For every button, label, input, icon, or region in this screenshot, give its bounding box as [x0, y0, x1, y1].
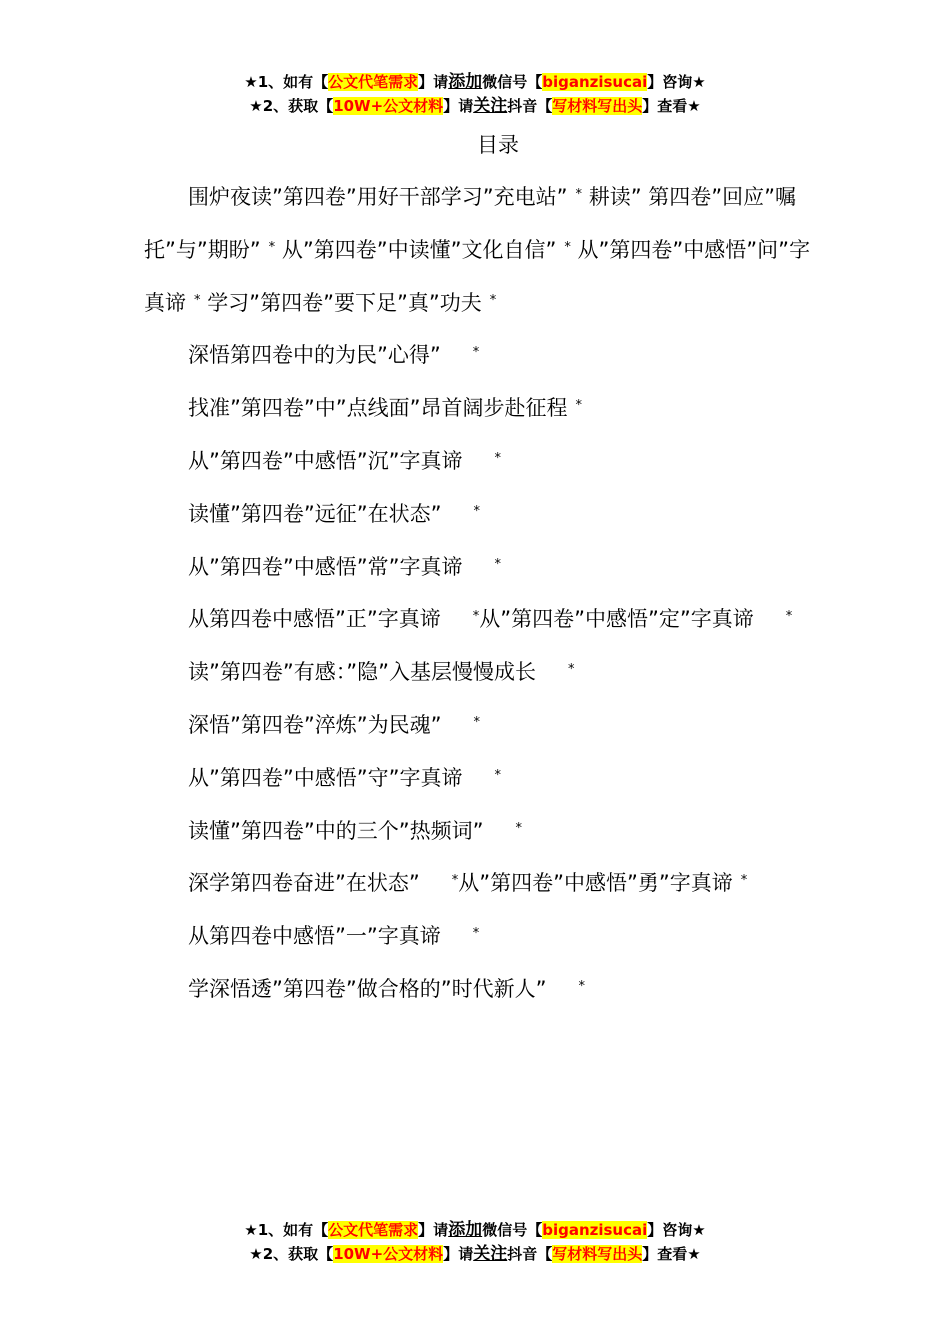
- banner-emphasis: 关注: [473, 96, 508, 116]
- banner-text: 抖音【: [507, 97, 553, 115]
- banner-line-2: [0, 94, 950, 118]
- toc-marker: *: [473, 503, 481, 519]
- highlight-douyin-id: 写材料写出头: [552, 1245, 643, 1263]
- table-of-contents: [144, 170, 812, 1015]
- banner-text: ★1、如有【: [244, 1221, 329, 1239]
- toc-entry[interactable]: 从”第四卷”中感悟”常”字真谛: [188, 554, 463, 579]
- highlight-service: 公文代笔需求: [328, 73, 419, 91]
- highlight-materials: 10W+公文材料: [333, 97, 444, 115]
- highlight-douyin-id: 写材料写出头: [552, 97, 643, 115]
- toc-entry[interactable]: 读懂”第四卷”中的三个”热频词”: [188, 818, 484, 843]
- banner-text: 】请: [418, 73, 449, 91]
- banner-line-2: [0, 1242, 950, 1266]
- toc-marker: *: [494, 556, 502, 572]
- banner-text: 】请: [443, 97, 474, 115]
- toc-marker: *: [740, 873, 748, 889]
- highlight-wechat-id: biganzisucai: [542, 1221, 648, 1239]
- toc-entry[interactable]: 从第四卷中感悟”正”字真谛: [188, 607, 441, 632]
- highlight-service: 公文代笔需求: [328, 1221, 419, 1239]
- banner-emphasis: 关注: [473, 1244, 508, 1264]
- toc-entry[interactable]: 从第四卷中感悟”一”字真谛: [188, 924, 441, 949]
- banner-emphasis: 添加: [448, 72, 483, 92]
- toc-paragraph: [144, 487, 812, 540]
- banner-text: 】请: [418, 1221, 449, 1239]
- toc-entry[interactable]: 从”第四卷”中感悟”勇”字真谛: [458, 871, 733, 896]
- toc-entry[interactable]: 读”第四卷”有感：”隐”入基层慢慢成长: [188, 660, 537, 685]
- toc-marker: *: [489, 292, 497, 308]
- toc-marker: *: [578, 978, 586, 994]
- banner-text: 】查看★: [642, 1245, 701, 1263]
- toc-marker: *: [564, 239, 571, 255]
- banner-text: 】咨询★: [647, 73, 706, 91]
- toc-marker: *: [451, 873, 459, 889]
- banner-text: ★2、获取【: [249, 1245, 334, 1263]
- toc-paragraph: [144, 751, 812, 804]
- toc-paragraph: [144, 698, 812, 751]
- highlight-wechat-id: biganzisucai: [542, 73, 648, 91]
- toc-marker: *: [575, 187, 583, 202]
- banner-text: 微信号【: [482, 73, 543, 91]
- page-title: 目录: [477, 133, 519, 157]
- banner-text: 】咨询★: [647, 1221, 706, 1239]
- toc-marker: *: [785, 609, 793, 625]
- toc-marker: *: [268, 239, 276, 255]
- banner-line-1: [0, 70, 950, 94]
- toc-marker: *: [568, 662, 575, 678]
- toc-marker: *: [473, 714, 481, 730]
- toc-entry[interactable]: 深悟第四卷中的为民”心得”: [188, 343, 441, 368]
- header-banner: [0, 70, 950, 118]
- toc-paragraph: [144, 804, 812, 857]
- footer-banner: [0, 1218, 950, 1266]
- toc-entry[interactable]: 学深悟透”第四卷”做合格的”时代新人”: [188, 976, 547, 1001]
- banner-text: ★1、如有【: [244, 73, 329, 91]
- toc-entry[interactable]: 读懂”第四卷”远征”在状态”: [188, 501, 442, 526]
- toc-entry[interactable]: 耕读” 第四卷”回应”嘱托”与”期盼”: [144, 185, 797, 262]
- toc-entry[interactable]: 围炉夜读”第四卷”用好干部学习”充电站”: [188, 185, 568, 209]
- toc-paragraph: [144, 328, 812, 381]
- toc-entry[interactable]: 从”第四卷”中感悟”问”字真谛: [144, 237, 811, 315]
- toc-paragraph: [144, 434, 812, 487]
- toc-paragraph: [144, 170, 812, 328]
- toc-marker: *: [494, 450, 502, 466]
- toc-marker: *: [575, 398, 583, 414]
- banner-text: 】查看★: [642, 97, 701, 115]
- toc-paragraph: [144, 645, 812, 698]
- toc-paragraph: [144, 962, 812, 1015]
- toc-paragraph: [144, 909, 812, 962]
- toc-paragraph: [144, 381, 812, 434]
- banner-text: 微信号【: [482, 1221, 543, 1239]
- toc-marker: *: [472, 345, 480, 361]
- toc-paragraph: [144, 540, 812, 593]
- toc-entry[interactable]: 学习”第四卷”要下足”真”功夫: [207, 290, 482, 315]
- toc-paragraph: [144, 856, 812, 909]
- toc-entry[interactable]: 从”第四卷”中感悟”守”字真谛: [188, 765, 463, 790]
- toc-marker: *: [194, 292, 201, 308]
- banner-text: ★2、获取【: [249, 97, 334, 115]
- highlight-materials: 10W+公文材料: [333, 1245, 444, 1263]
- toc-entry[interactable]: 从”第四卷”中感悟”沉”字真谛: [188, 448, 463, 473]
- toc-paragraph: [144, 592, 812, 645]
- toc-entry[interactable]: 从”第四卷”中感悟”定”字真谛: [479, 607, 754, 632]
- toc-entry[interactable]: 从”第四卷”中读懂”文化自信”: [281, 237, 557, 262]
- toc-entry[interactable]: 找准”第四卷”中”点线面”昂首阔步赴征程: [188, 396, 568, 421]
- toc-entry[interactable]: 深悟”第四卷”淬炼”为民魂”: [188, 712, 442, 737]
- banner-emphasis: 添加: [448, 1220, 483, 1240]
- toc-marker: *: [494, 767, 502, 783]
- toc-marker: *: [472, 609, 480, 625]
- banner-text: 抖音【: [507, 1245, 553, 1263]
- banner-text: 】请: [443, 1245, 474, 1263]
- banner-line-1: [0, 1218, 950, 1242]
- toc-marker: *: [515, 820, 523, 836]
- toc-marker: *: [472, 926, 480, 942]
- toc-entry[interactable]: 深学第四卷奋进”在状态”: [188, 871, 420, 896]
